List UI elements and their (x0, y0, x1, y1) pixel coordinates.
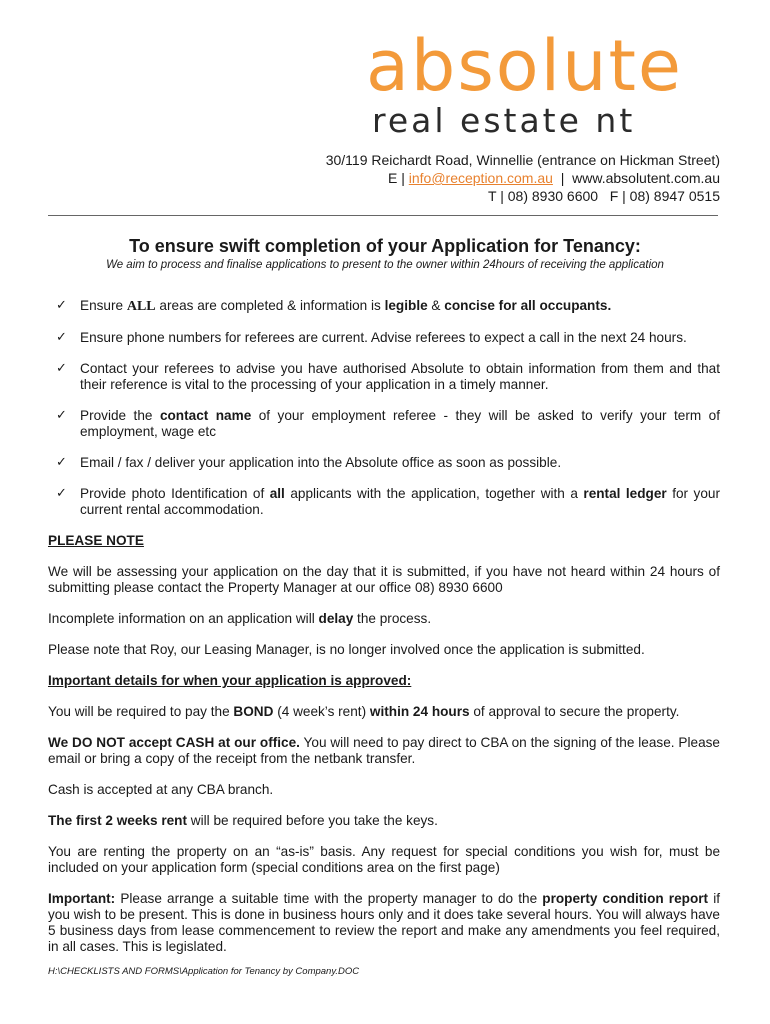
page-subtitle: We aim to process and finalise applications to present to the owner within 24hours of receiving the application (106, 259, 664, 271)
please-note-heading: PLEASE NOTE (48, 533, 144, 548)
checklist-item: ✓ Provide the contact name of your employment referee - they will be asked to verify your term of employment, wage etc (56, 408, 721, 439)
address-line: 30/119 Reichardt Road, Winnellie (entrance on Hickman Street) (325, 152, 720, 168)
checkmark-icon: ✓ (56, 408, 67, 423)
logo-tagline: real estate nt (372, 101, 636, 140)
approved-heading: Important details for when your application is approved: (48, 673, 412, 688)
approved-paragraph: Important: Please arrange a suitable time with the property manager to do the property condition report if you wish to be present. This is done in business hours only and it does take several hours. You will always have 5 business days from lease commencement to review the report and make any amendments you feel required, in all cases. This is legislated. (48, 891, 721, 954)
file-path-footer: H:\CHECKLISTS AND FORMS\Application for Tenancy by Company.DOC (48, 966, 360, 977)
checklist (48, 298, 720, 533)
website-text: www.absolutent.com.au (572, 170, 720, 186)
checkmark-icon: ✓ (56, 330, 67, 345)
checklist-item: ✓ Ensure ALL areas are completed & information is legible & concise for all occupants. (56, 298, 612, 314)
approved-paragraph: The first 2 weeks rent will be required before you take the keys. (48, 813, 438, 828)
note-paragraph: We will be assessing your application on the day that it is submitted, if you have not heard within 24 hours of submitting please contact the Property Manager at our office 08) 8930 6600 (48, 564, 720, 595)
checkmark-icon: ✓ (56, 298, 67, 313)
checklist-item: ✓ Contact your referees to advise you have authorised Absolute to obtain information from them and that their reference is vital to the processing of your application in a timely manner. (56, 361, 720, 392)
approved-paragraph: You are renting the property on an “as-is” basis. Any request for special conditions you wish for, must be included on your application form (special conditions area on the first page) (48, 844, 720, 875)
note-paragraph: Please note that Roy, our Leasing Manager, is no longer involved once the application is submitted. (48, 642, 645, 657)
checkmark-icon: ✓ (56, 455, 67, 470)
document-body (48, 533, 720, 970)
checklist-item: ✓ Provide photo Identification of all applicants with the application, together with a rental ledger for your current rental accommodation. (56, 486, 720, 517)
logo-wordmark: absolute (366, 25, 683, 107)
company-logo (366, 25, 706, 142)
checkmark-icon: ✓ (56, 486, 67, 501)
approved-paragraph: We DO NOT accept CASH at our office. You will need to pay direct to CBA on the signing of the lease. Please email or bring a copy of the receipt from the netbank transfer. (48, 735, 720, 766)
header-divider (48, 215, 718, 216)
approved-paragraph: You will be required to pay the BOND (4 week’s rent) within 24 hours of approval to secure the property. (48, 704, 680, 719)
email-prefix: E | (387, 170, 409, 186)
contact-block (326, 151, 720, 205)
email-separator: | (552, 170, 573, 186)
email-link[interactable]: info@reception.com.au (408, 170, 553, 186)
email-web-line (326, 169, 720, 187)
checklist-item: ✓ Ensure phone numbers for referees are current. Advise referees to expect a call in the next 24 hours. (56, 330, 687, 345)
approved-paragraph: Cash is accepted at any CBA branch. (48, 782, 274, 797)
phone-fax-line: T | 08) 8930 6600 F | 08) 8947 0515 (488, 188, 720, 204)
checklist-item: ✓ Email / fax / deliver your application into the Absolute office as soon as possible. (56, 455, 562, 470)
note-paragraph: Incomplete information on an application will delay the process. (48, 611, 432, 626)
checkmark-icon: ✓ (56, 361, 67, 376)
page-title: To ensure swift completion of your Application for Tenancy: (129, 236, 641, 256)
